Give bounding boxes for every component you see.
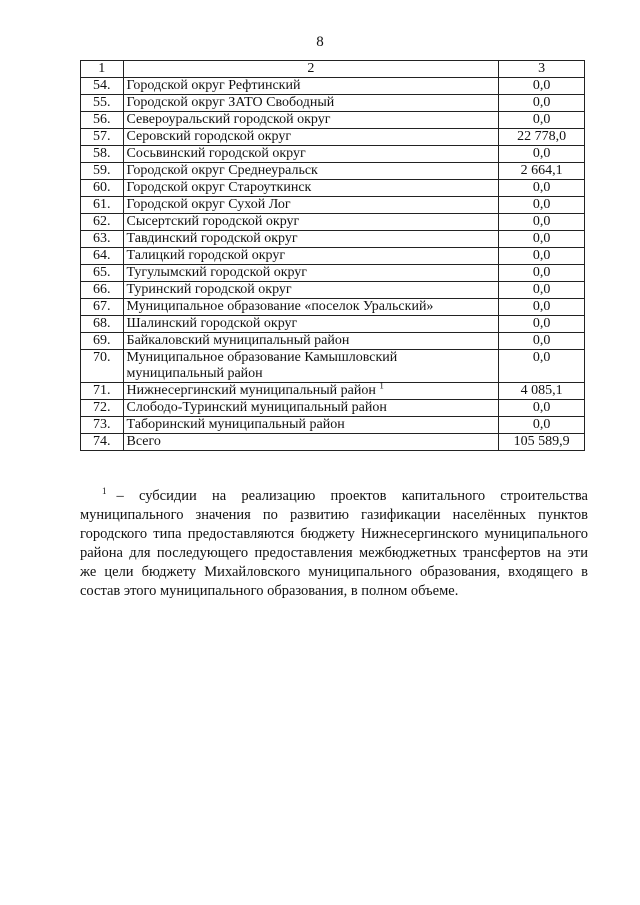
table-row [81, 78, 585, 95]
column-header-number: 1 [81, 61, 124, 78]
row-name-cell [123, 417, 499, 434]
row-name: Слободо-Туринский муниципальный район [126, 400, 387, 415]
footnote [80, 487, 588, 601]
row-name-cell [123, 400, 499, 417]
row-value: 22 778,0 [499, 129, 585, 146]
row-name: Нижнесергинский муниципальный район [126, 383, 376, 398]
table-row [81, 265, 585, 282]
row-number: 63. [81, 231, 124, 248]
row-number: 69. [81, 333, 124, 350]
row-value: 0,0 [499, 350, 585, 383]
row-name-cell [123, 129, 499, 146]
footnote-text: – субсидии на реализацию проектов капитального строительства муниципального значения по развитию газификации населённых пунктов городского типа предоставляются бюджету Нижнесергинского муниципального района для последующего предоставления межбюджетных трансфертов на эти же цели бюджету Михайловского муниципального образования, входящего в состав этого муниципального образования, в полном объеме. [80, 488, 588, 599]
row-number: 67. [81, 299, 124, 316]
row-name: Серовский городской округ [126, 129, 292, 144]
row-name: Всего [126, 434, 161, 449]
row-number: 70. [81, 350, 124, 383]
row-name-cell [123, 380, 499, 400]
row-value: 0,0 [499, 400, 585, 417]
row-value: 105 589,9 [499, 434, 585, 451]
row-value: 0,0 [499, 333, 585, 350]
table-row [81, 163, 585, 180]
row-name: Сосьвинский городской округ [126, 146, 306, 161]
row-name: Тавдинский городской округ [126, 231, 298, 246]
row-name-cell [123, 95, 499, 112]
table-row [81, 95, 585, 112]
row-name-cell [123, 112, 499, 129]
row-value: 0,0 [499, 265, 585, 282]
row-number: 58. [81, 146, 124, 163]
row-name-cell [123, 180, 499, 197]
row-name: Талицкий городской округ [126, 248, 286, 263]
row-number: 73. [81, 417, 124, 434]
row-number: 60. [81, 180, 124, 197]
row-name-cell [123, 350, 499, 383]
row-value: 0,0 [499, 197, 585, 214]
row-name: Городской округ Сухой Лог [126, 197, 291, 212]
row-name-cell [123, 316, 499, 333]
table-row [81, 146, 585, 163]
row-name: Туринский городской округ [126, 282, 292, 297]
row-number: 57. [81, 129, 124, 146]
row-number: 65. [81, 265, 124, 282]
row-value: 0,0 [499, 417, 585, 434]
row-name: Городской округ ЗАТО Свободный [126, 95, 335, 110]
column-header-value: 3 [499, 61, 585, 78]
row-number: 61. [81, 197, 124, 214]
row-name-cell [123, 434, 499, 451]
table-row [81, 180, 585, 197]
row-name-cell [123, 282, 499, 299]
row-number: 64. [81, 248, 124, 265]
row-name: Сысертский городской округ [126, 214, 300, 229]
row-value: 2 664,1 [499, 163, 585, 180]
subsidy-table [80, 60, 585, 451]
table-row [81, 299, 585, 316]
row-value: 0,0 [499, 95, 585, 112]
row-name: Тугулымский городской округ [126, 265, 308, 280]
page-number: 8 [316, 34, 324, 50]
table-row [81, 350, 585, 383]
column-header-name: 2 [123, 61, 499, 78]
footnote-reference: 1 [379, 380, 384, 391]
row-name-cell [123, 333, 499, 350]
row-number: 74. [81, 434, 124, 451]
row-value: 0,0 [499, 146, 585, 163]
row-name: Городской округ Рефтинский [126, 78, 301, 93]
table-row [81, 333, 585, 350]
table-row [81, 316, 585, 333]
row-value: 0,0 [499, 231, 585, 248]
table-row [81, 248, 585, 265]
row-number: 71. [81, 383, 124, 400]
row-name: Муниципальное образование Камышловский муниципальный район [126, 350, 398, 381]
table-row [81, 434, 585, 451]
row-number: 62. [81, 214, 124, 231]
row-number: 56. [81, 112, 124, 129]
row-name-cell [123, 231, 499, 248]
row-name-cell [123, 197, 499, 214]
table-row [81, 400, 585, 417]
table-row [81, 129, 585, 146]
row-value: 0,0 [499, 214, 585, 231]
row-name-cell [123, 78, 499, 95]
row-number: 68. [81, 316, 124, 333]
table-row [81, 214, 585, 231]
row-number: 59. [81, 163, 124, 180]
row-value: 0,0 [499, 180, 585, 197]
row-number: 54. [81, 78, 124, 95]
table-row [81, 112, 585, 129]
row-name: Шалинский городской округ [126, 316, 298, 331]
row-name-cell [123, 265, 499, 282]
row-name-cell [123, 146, 499, 163]
table-row [81, 197, 585, 214]
table-row [81, 383, 585, 400]
row-name-cell [123, 299, 499, 316]
row-number: 66. [81, 282, 124, 299]
row-name: Байкаловский муниципальный район [126, 333, 350, 348]
row-name: Таборинский муниципальный район [126, 417, 345, 432]
table-body [81, 78, 585, 451]
row-name-cell [123, 163, 499, 180]
row-value: 0,0 [499, 78, 585, 95]
row-value: 0,0 [499, 248, 585, 265]
row-name-cell [123, 248, 499, 265]
row-value: 4 085,1 [499, 383, 585, 400]
row-number: 55. [81, 95, 124, 112]
row-name: Городской округ Староуткинск [126, 180, 312, 195]
row-name-cell [123, 214, 499, 231]
row-value: 0,0 [499, 112, 585, 129]
table-row [81, 282, 585, 299]
table-header-row [81, 61, 585, 78]
footnote-mark: 1 [102, 486, 107, 497]
table-row [81, 231, 585, 248]
row-value: 0,0 [499, 282, 585, 299]
row-name: Североуральский городской округ [126, 112, 331, 127]
row-value: 0,0 [499, 299, 585, 316]
table-row [81, 417, 585, 434]
row-name: Городской округ Среднеуральск [126, 163, 318, 178]
row-name: Муниципальное образование «поселок Уральский» [126, 299, 434, 314]
row-number: 72. [81, 400, 124, 417]
row-value: 0,0 [499, 316, 585, 333]
